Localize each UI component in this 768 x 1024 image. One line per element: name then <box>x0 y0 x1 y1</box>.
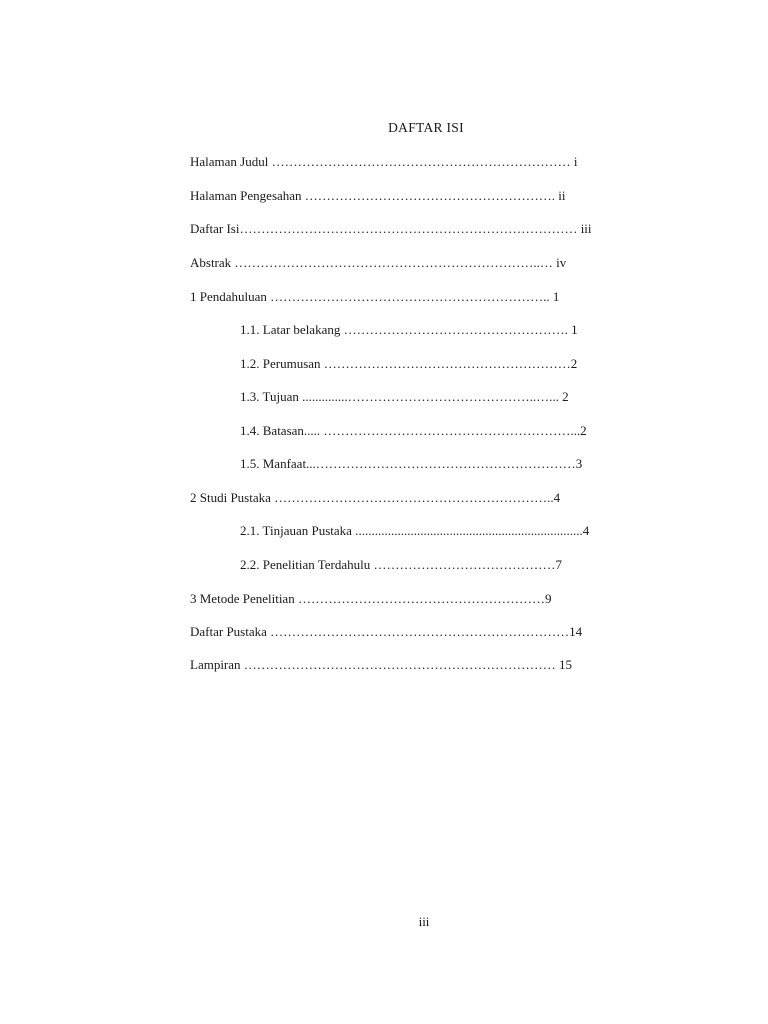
toc-entry-batasan: 1.4. Batasan..... …………………………………………………...2 <box>240 423 587 438</box>
toc-entry-daftar-isi: Daftar Isi…………………………………………………………………… iii <box>190 221 592 236</box>
toc-entry-tinjauan-pustaka: 2.1. Tinjauan Pustaka ......................................................................4 <box>240 523 590 538</box>
toc-entry-lampiran: Lampiran ……………………………………………………………… 15 <box>190 657 573 672</box>
toc-entry-latar-belakang: 1.1. Latar belakang ……………………………………………. 1 <box>240 322 578 337</box>
toc-entry-abstrak: Abstrak ……………………………………………………………..… iv <box>190 255 567 270</box>
toc-entry-penelitian-terdahulu: 2.2. Penelitian Terdahulu ……………………………………7 <box>240 557 563 572</box>
toc-entry-metode-penelitian: 3 Metode Penelitian …………………………………………………9 <box>190 591 552 606</box>
toc-entry-pendahuluan: 1 Pendahuluan ……………………………………………………….. 1 <box>190 289 560 304</box>
toc-entry-halaman-pengesahan: Halaman Pengesahan …………………………………………………. ii <box>190 188 566 203</box>
toc-entry-manfaat: 1.5. Manfaat...……………………………………………………3 <box>240 456 583 471</box>
toc-entry-halaman-judul: Halaman Judul …………………………………………………………… i <box>190 154 578 169</box>
page-title: DAFTAR ISI <box>388 120 464 135</box>
toc-entry-daftar-pustaka: Daftar Pustaka ……………………………………………………………14 <box>190 624 583 639</box>
page-number: iii <box>418 914 430 929</box>
toc-entry-studi-pustaka: 2 Studi Pustaka ………………………………………………………..4 <box>190 490 561 505</box>
toc-entry-tujuan: 1.3. Tujuan ..............……………………………………..…... 2 <box>240 389 569 404</box>
toc-entry-perumusan: 1.2. Perumusan …………………………………………………2 <box>240 356 578 371</box>
